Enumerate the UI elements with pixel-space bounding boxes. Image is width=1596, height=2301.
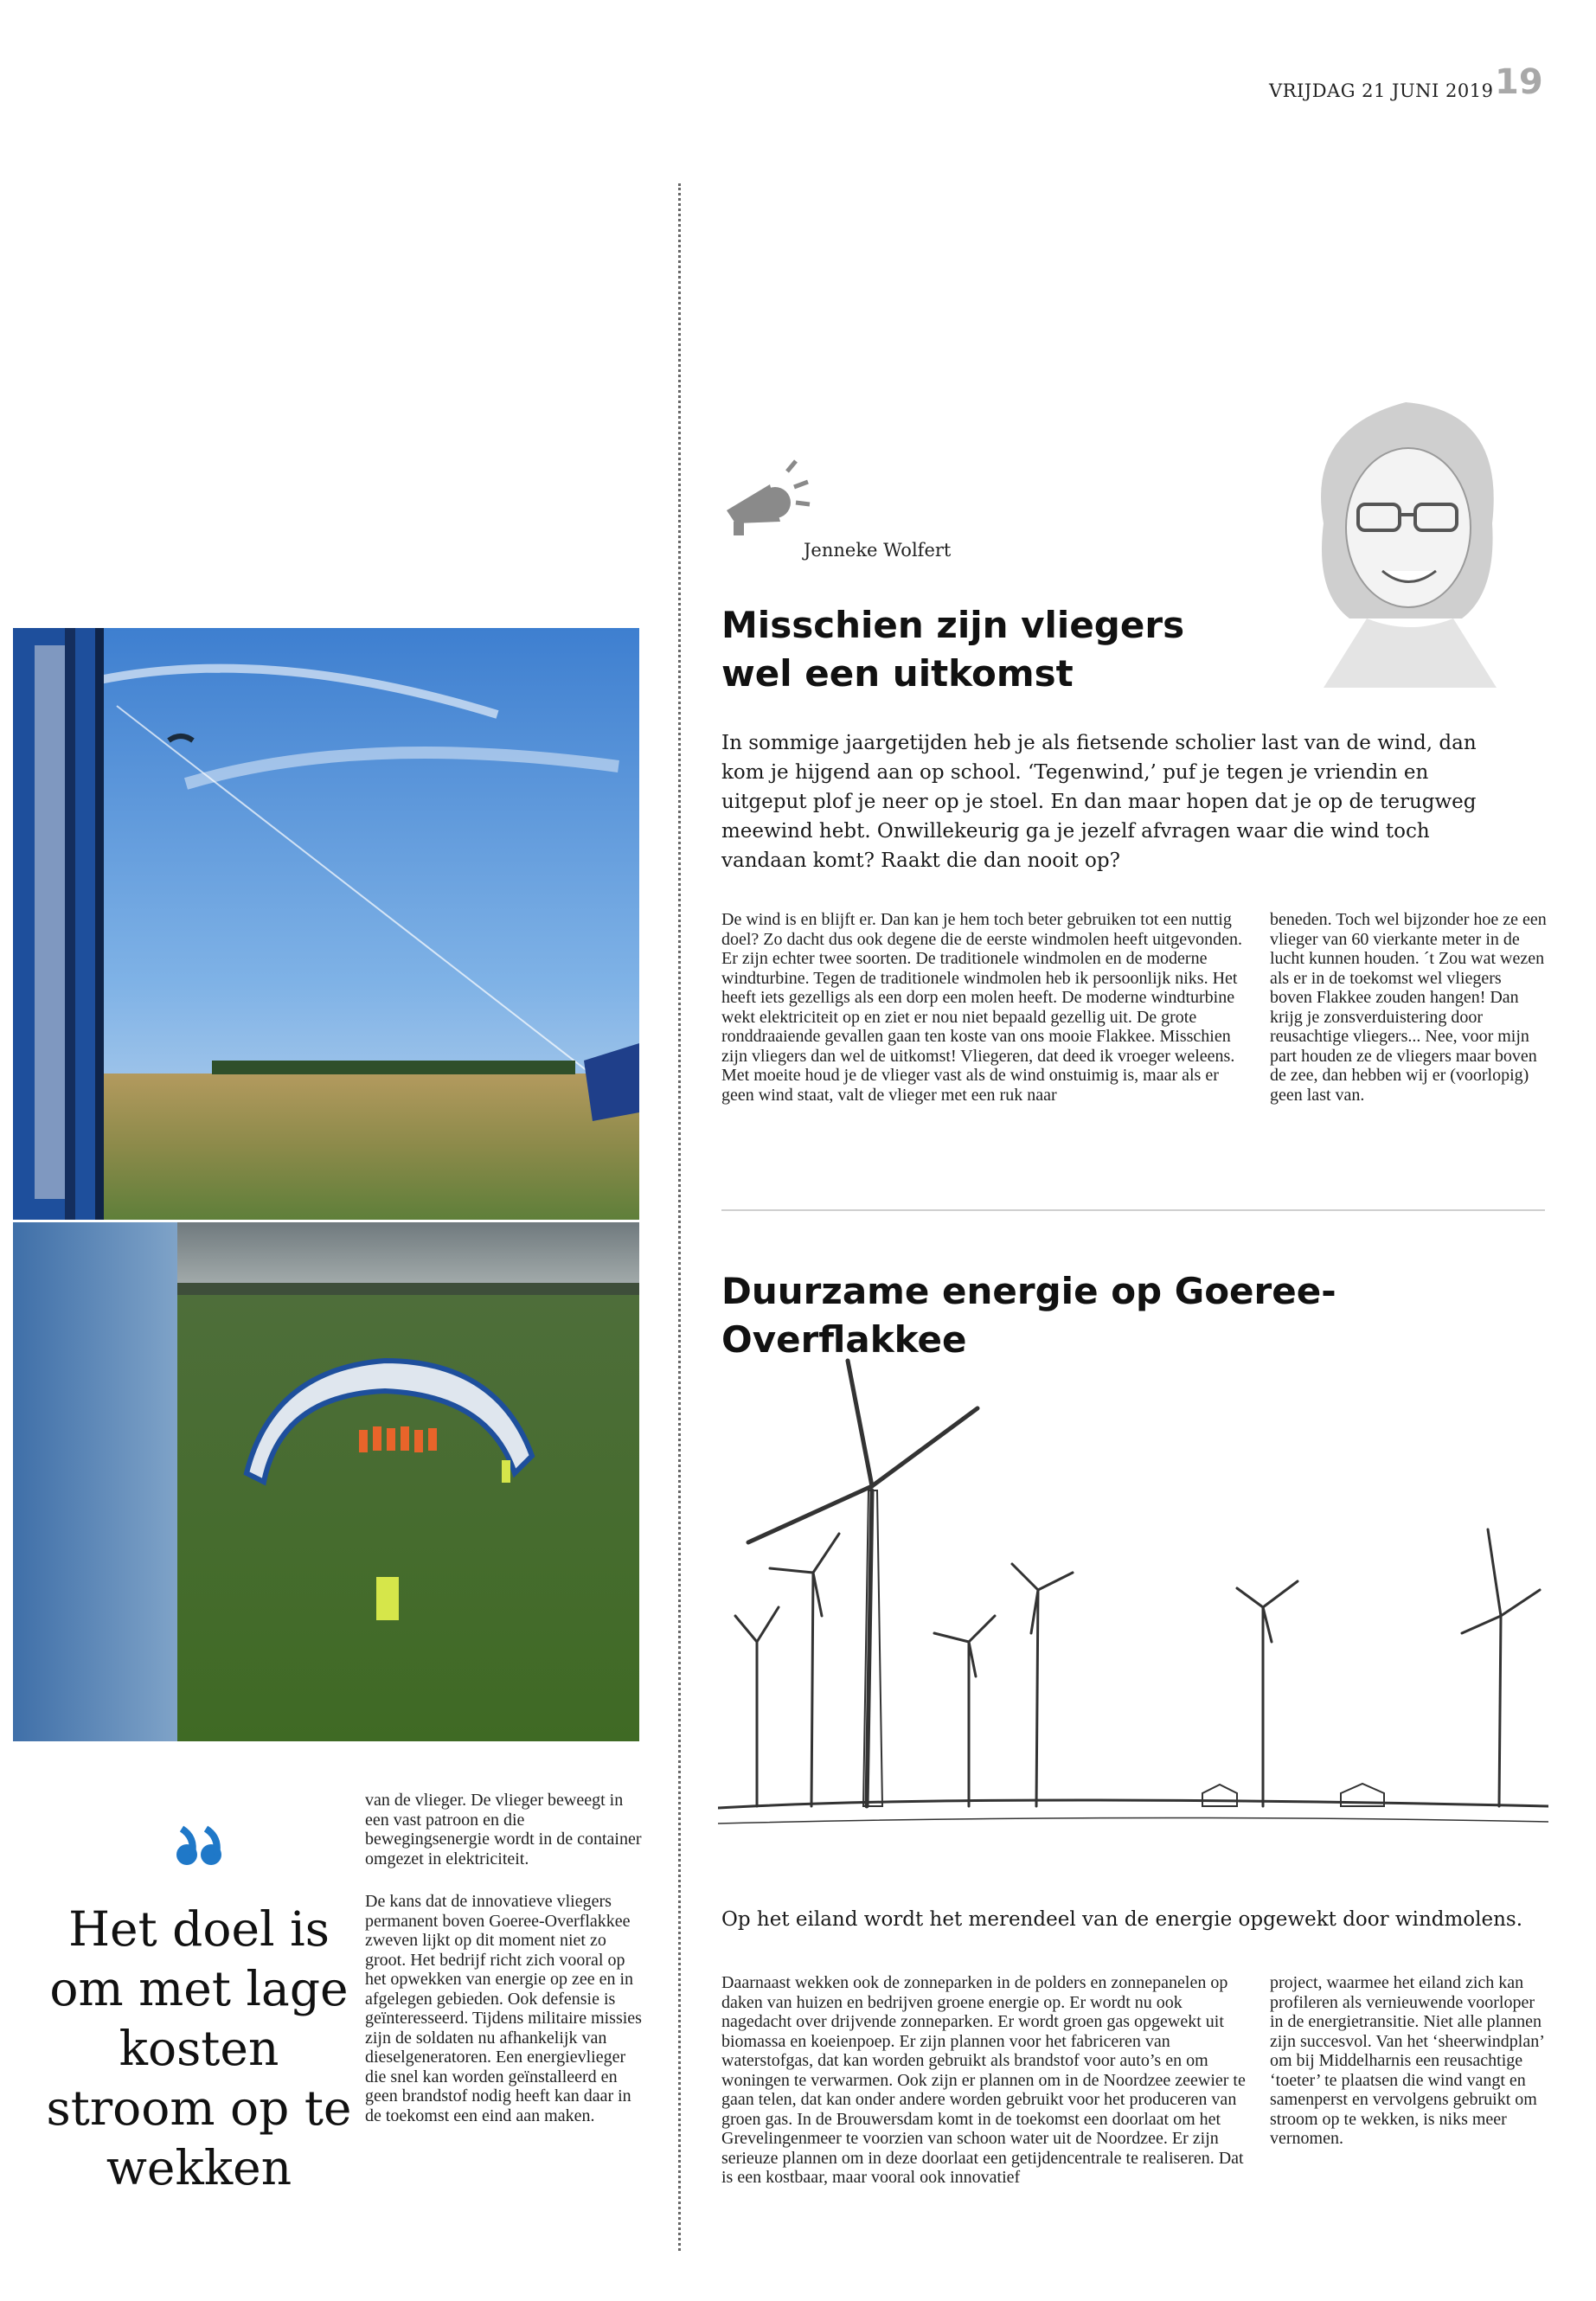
- column-title: Misschien zijn vliegers wel een uitkomst: [721, 604, 1185, 695]
- section-divider: [721, 1209, 1545, 1211]
- column-separator: [678, 183, 681, 2251]
- photo-kite-workers: [13, 1222, 639, 1741]
- author-portrait: [1289, 376, 1522, 688]
- article-body-left: Daarnaast wekken ook de zonneparken in de polders en zonnepanelen op daken van huizen en bedrijven groene energie op. Er wordt nu ook nagedacht over drijvende zonneparken. Er wordt groen gas opgewekt uit biomassa en koeienpoep. Er zijn plannen voor het fabriceren van waterstofgas, dat kan worden gebruikt als brandstof voor auto’s en om woningen te verwarmen. Ook zijn er plannen om in de Noordzee zeewier te gaan telen, dat kan onder andere worden gebruikt voor het produceren van groen gas. In de Brouwersdam komt in de toekomst een doorlaat om het Grevelingenmeer te voorzien van schoon water uit de Noordzee. Er zijn serieuze plannen om in deze doorlaat een getijdencentrale te realiseren. Dat is een kostbaar, maar vooral ook innovatief: [721, 1973, 1246, 2187]
- column-body-left: De wind is en blijft er. Dan kan je hem toch beter gebruiken tot een nuttig doel? Zo dacht dus ook degene die de eerste windmolen heeft uitgevonden. Er zijn echter twee soorten. De traditionele windmolen en de moderne windturbine. Tegen de traditionele windmolen heb ik persoonlijk niks. Het heeft iets gezelligs als een dorp een molen heeft. De moderne windturbine wekt elektriciteit op en ziet er nou niet bepaald gezellig uit. De grote ronddraaiende gevallen gaan ten koste van ons mooie Flakkee. Misschien zijn vliegers dan wel de uitkomst! Vliegeren, dat deed ik vroeger weleens. Met moeite houd je de vlieger vast als de wind onstuimig is, maar als er geen wind staat, valt de vlieger met een ruk naar: [721, 910, 1243, 1105]
- pull-quote: Het doel is om met lage kosten stroom op te wekken: [46, 1901, 352, 2195]
- photo-kite-field: [13, 628, 639, 1220]
- header-date: VRIJDAG 21 JUNI 2019: [1269, 80, 1494, 101]
- article-title: Duurzame energie op Goeree-Overflakkee: [721, 1270, 1336, 1361]
- sidebar-body-bottom: De kans dat de innovatieve vliegers permanent boven Goeree-Overflakkee zweven lijkt op dit moment niet zo groot. Het bedrijf richt zich vooral op het opwekken van energie op zee en in afgelegen gebieden. Ook defensie is geïnteresseerd. Tijdens militaire missies zijn de soldaten nu afhankelijk van dieselgeneratoren. Een energievlieger die snel kan worden geïnstalleerd en geen brandstof nodig heeft kan daar in de toekomst een eind aan maken.: [365, 1892, 642, 2125]
- column-lead: In sommige jaargetijden heb je als fietsende scholier last van de wind, dan kom je hijgend aan op school. ‘Tegenwind,’ puf je tegen je vriendin en uitgeput plof je neer op je stoel. En dan maar hopen dat je op de terugweg meewind hebt. Onwillekeurig ga je jezelf afvragen waar die wind toch vandaan komt? Raakt die dan nooit op?: [721, 732, 1477, 872]
- wind-turbines-illustration: [718, 1356, 1548, 1867]
- sidebar-body-top: van de vlieger. De vlieger beweegt in een vast patroon en die bewegingsenergie wordt in de container omgezet in elektriciteit.: [365, 1791, 642, 1868]
- article-caption: Op het eiland wordt het merendeel van de energie opgewekt door windmolens.: [721, 1908, 1523, 1931]
- column-body-right: beneden. Toch wel bijzonder hoe ze een vlieger van 60 vierkante meter in de lucht kunnen houden. ´t Zou wat wezen als er in de toekomst wel vliegers boven Flakkee zouden hangen! Dan krijg je zonsverduistering door reusachtige vliegers... Nee, voor mijn part houden ze de vliegers maar boven de zee, dan hebben wij er (voorlopig) geen last van.: [1270, 910, 1547, 1105]
- megaphone-icon: [718, 454, 813, 541]
- article-body-right: project, waarmee het eiland zich kan profileren als vernieuwende voorloper in de energietransitie. Niet alle plannen zijn succesvol. Van het ‘sheerwindplan’ om bij Middelharnis een reusachtige ‘toeter’ te plaatsen die wind vangt en samenperst en vervolgens gebruikt om stroom op te wekken, is niks meer vernomen.: [1270, 1973, 1544, 2148]
- quote-mark-icon: [173, 1823, 225, 1875]
- page-number: 19: [1495, 62, 1543, 102]
- column-author: Jenneke Wolfert: [804, 540, 952, 561]
